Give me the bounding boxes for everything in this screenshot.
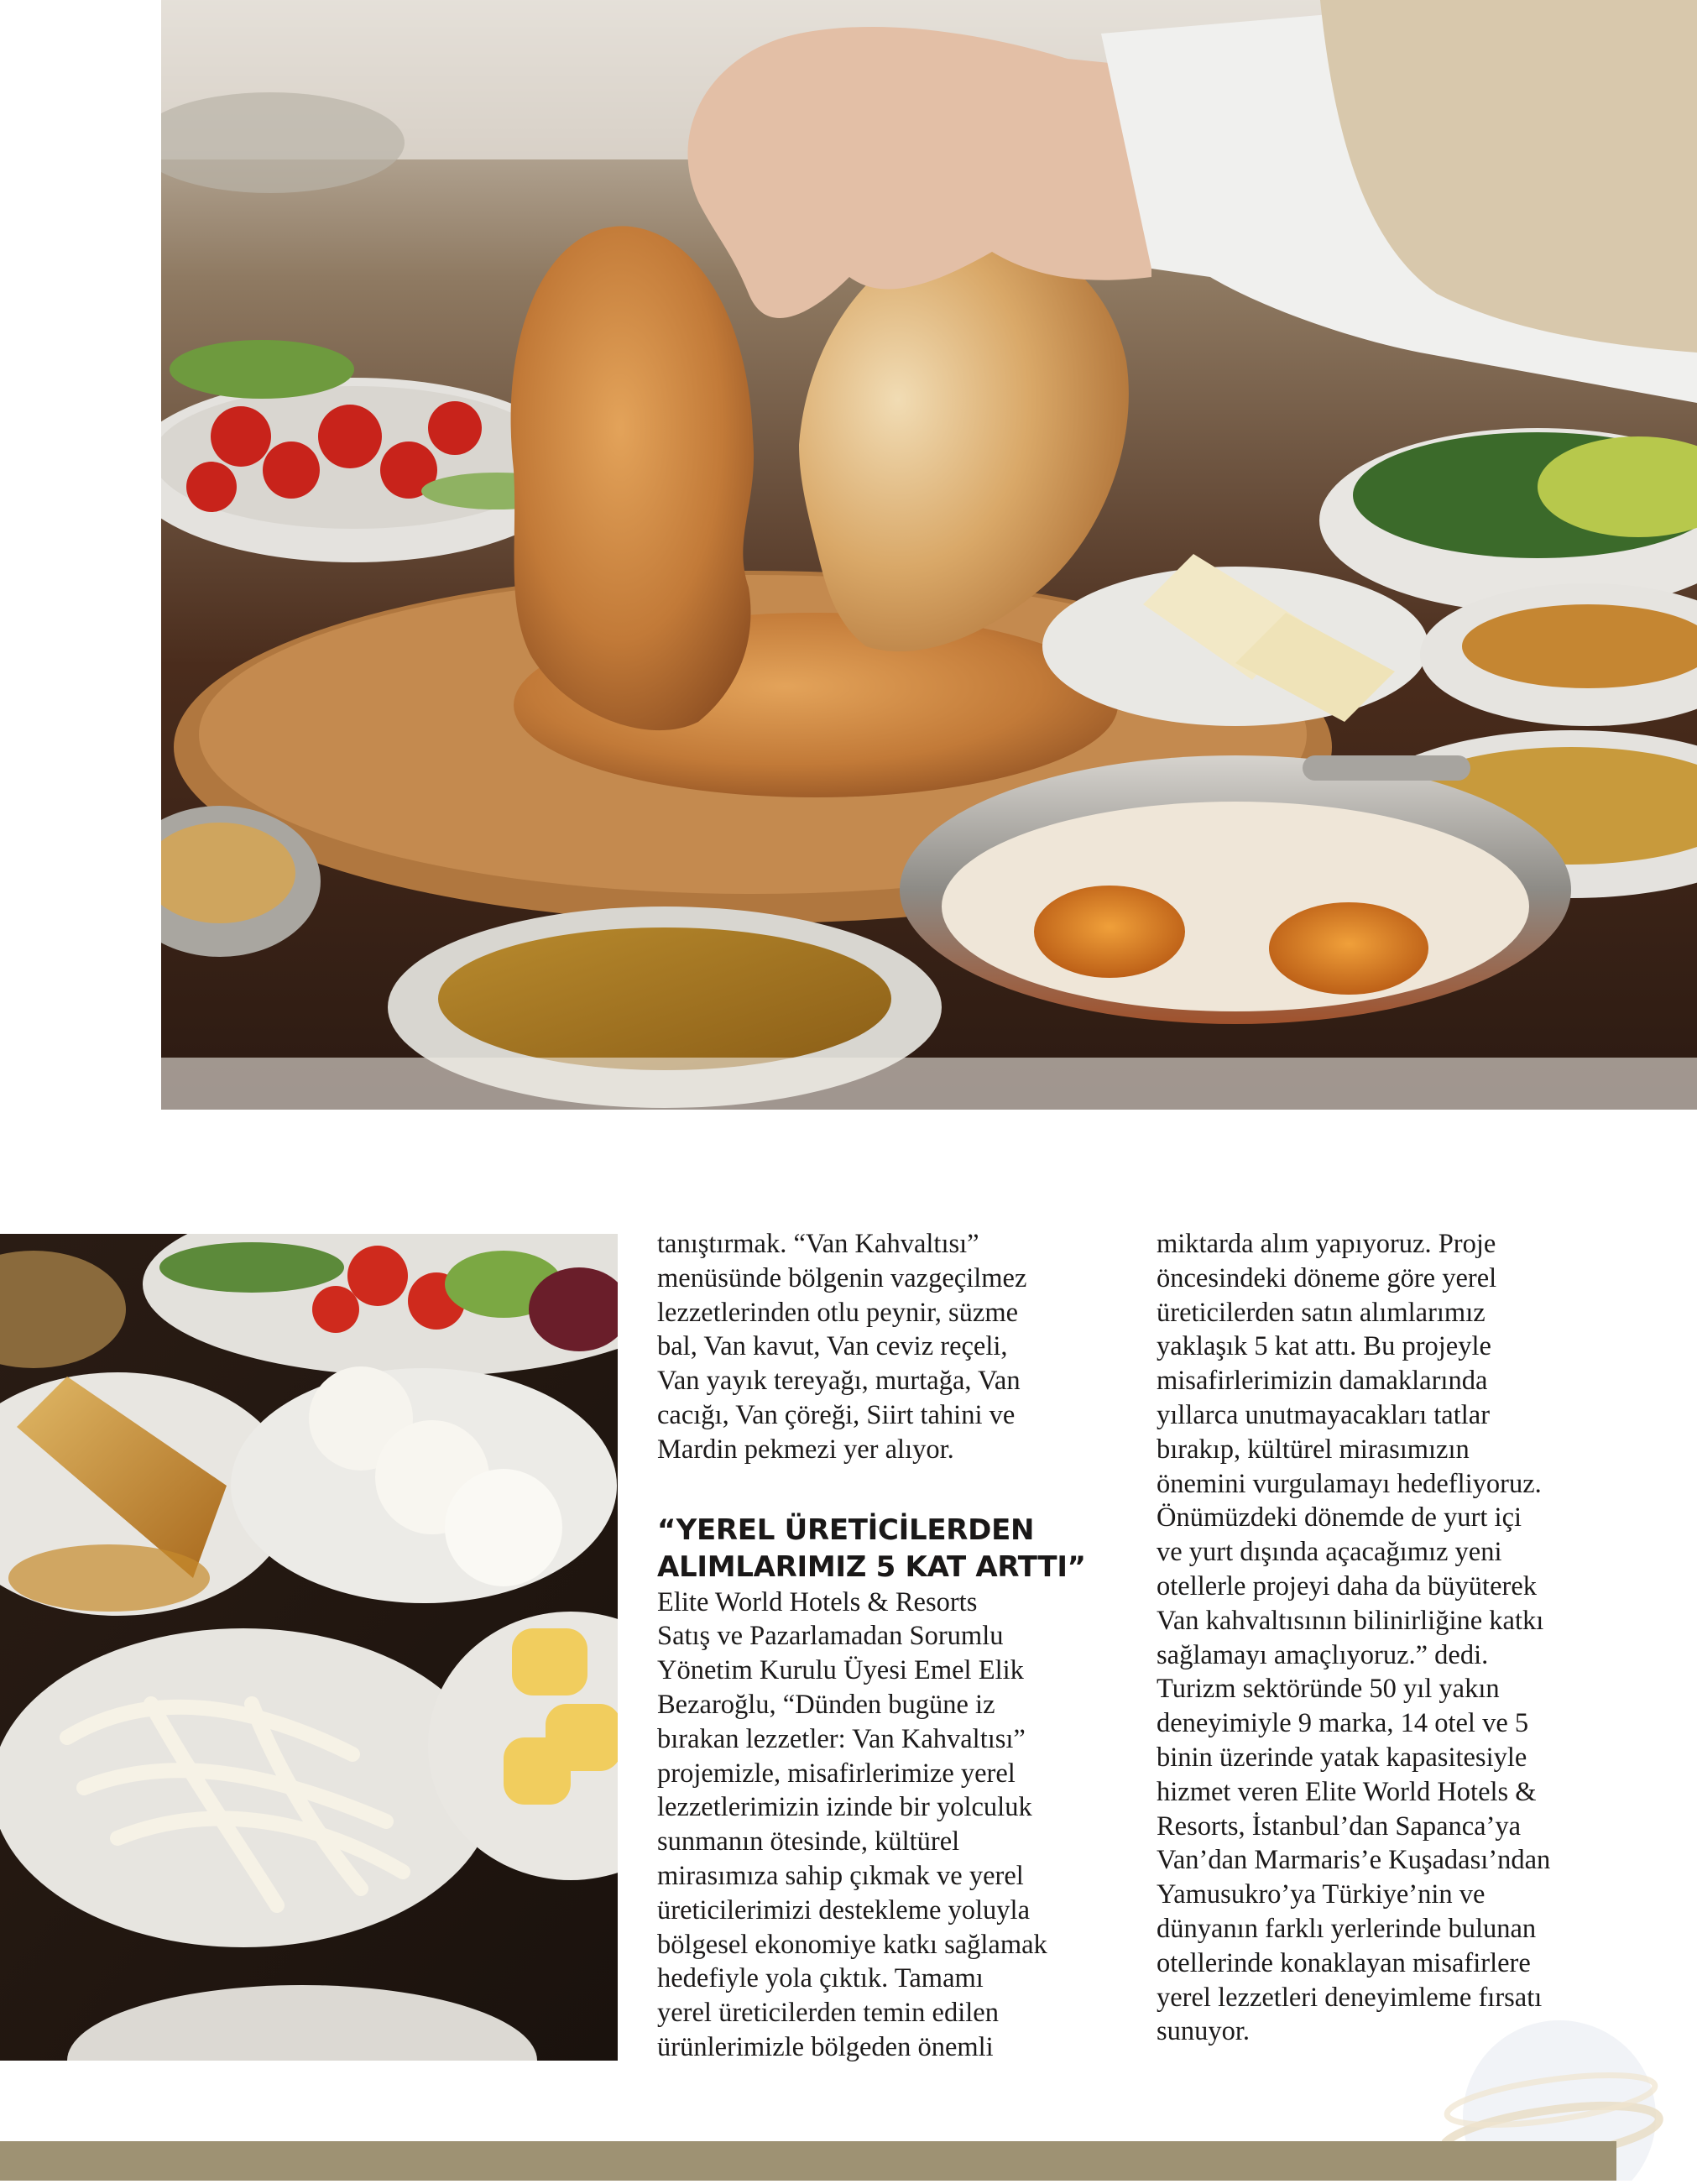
text-line: deneyimiyle 9 marka, 14 otel ve 5 — [1157, 1708, 1529, 1739]
text-line: tanıştırmak. “Van Kahvaltısı” — [657, 1229, 979, 1259]
breakfast-cheese-honey-photo — [0, 1234, 618, 2061]
heading-line: ALIMLARIMIZ 5 KAT ARTTI” — [657, 1549, 1086, 1584]
text-line: Van’dan Marmaris’e Kuşadası’ndan — [1157, 1845, 1551, 1876]
text-line: Önümüzdeki dönemde de yurt içi — [1157, 1502, 1522, 1534]
text-line: ve yurt dışında açacağımız yeni — [1157, 1537, 1502, 1568]
text-line: önemini vurgulamayı hedefliyoruz. — [1157, 1468, 1542, 1499]
text-line: binin üzerinde yatak kapasitesiyle — [1157, 1742, 1527, 1773]
body-paragraph — [657, 1586, 1127, 2065]
text-line: miktarda alım yapıyoruz. Proje — [1157, 1229, 1496, 1259]
article-column-right — [1157, 1227, 1627, 2049]
text-line: Satış ve Pazarlamadan Sorumlu — [657, 1621, 1004, 1652]
text-line: Yamusukro’ya Türkiye’nin ve — [1157, 1879, 1486, 1910]
text-line: bırakan lezzetler: Van Kahvaltısı” — [657, 1723, 1026, 1754]
text-line: sunuyor. — [1157, 2016, 1251, 2047]
body-paragraph — [1157, 1227, 1627, 2049]
text-line: Mardin pekmezi yer alıyor. — [657, 1434, 954, 1465]
section-heading — [657, 1512, 1127, 1586]
text-line: projemizle, misafirlerimize yerel — [657, 1758, 1016, 1789]
breakfast-bread-photo — [161, 0, 1697, 1110]
text-line: otellerle projeyi daha da büyüterek — [1157, 1570, 1538, 1601]
text-line: mirasımıza sahip çıkmak ve yerel — [657, 1860, 1024, 1891]
text-line: Van yayık tereyağı, murtağa, Van — [657, 1366, 1021, 1397]
text-line: bölgesel ekonomiye katkı sağlamak — [657, 1929, 1047, 1960]
text-line: misafirlerimizin damaklarında — [1157, 1366, 1488, 1397]
text-line: üreticilerden satın alımlarımız — [1157, 1297, 1486, 1328]
text-line: öncesindeki döneme göre yerel — [1157, 1262, 1497, 1293]
text-line: Yönetim Kurulu Üyesi Emel Elik — [657, 1655, 1024, 1686]
text-line: sağlamayı amaçlıyoruz.” dedi. — [1157, 1639, 1489, 1670]
bottom-color-band — [0, 2141, 1616, 2181]
intro-paragraph — [657, 1227, 1127, 1467]
text-line: hedefiyle yola çıktık. Tamamı — [657, 1963, 984, 1994]
text-line: cacığı, Van çöreği, Siirt tahini ve — [657, 1399, 1016, 1430]
text-line: Van kahvaltısının bilinirliğine katkı — [1157, 1605, 1544, 1636]
text-line: yerel lezzetleri deneyimleme fırsatı — [1157, 1982, 1543, 2013]
text-line: hizmet veren Elite World Hotels & — [1157, 1776, 1537, 1807]
article-column-middle — [657, 1227, 1127, 2065]
heading-line: “YEREL ÜRETİCİLERDEN — [657, 1513, 1035, 1547]
text-line: yıllarca unutmayacakları tatlar — [1157, 1399, 1491, 1430]
text-line: lezzetlerinden otlu peynir, süzme — [657, 1297, 1019, 1328]
text-line: bal, Van kavut, Van ceviz reçeli, — [657, 1331, 1008, 1362]
text-line: bırakıp, kültürel mirasımızın — [1157, 1434, 1470, 1465]
text-line: otellerinde konaklayan misafirlere — [1157, 1947, 1531, 1978]
text-line: Elite World Hotels & Resorts — [657, 1586, 978, 1617]
text-line: Bezaroğlu, “Dünden bugüne iz — [657, 1689, 995, 1720]
text-line: yerel üreticilerden temin edilen — [657, 1998, 999, 2029]
text-line: sunmanın ötesinde, kültürel — [657, 1826, 960, 1857]
text-line: Turizm sektöründe 50 yıl yakın — [1157, 1674, 1500, 1705]
text-line: dünyanın farklı yerlerinde bulunan — [1157, 1913, 1537, 1944]
text-line: Resorts, İstanbul’dan Sapanca’ya — [1157, 1810, 1522, 1842]
text-line: ürünlerimizle bölgeden önemli — [657, 2031, 994, 2062]
text-line: yaklaşık 5 kat attı. Bu projeyle — [1157, 1331, 1491, 1362]
text-line: menüsünde bölgenin vazgeçilmez — [657, 1262, 1027, 1293]
text-line: üreticilerimizi destekleme yoluyla — [657, 1894, 1031, 1925]
text-line: lezzetlerimizin izinde bir yolculuk — [657, 1792, 1032, 1823]
